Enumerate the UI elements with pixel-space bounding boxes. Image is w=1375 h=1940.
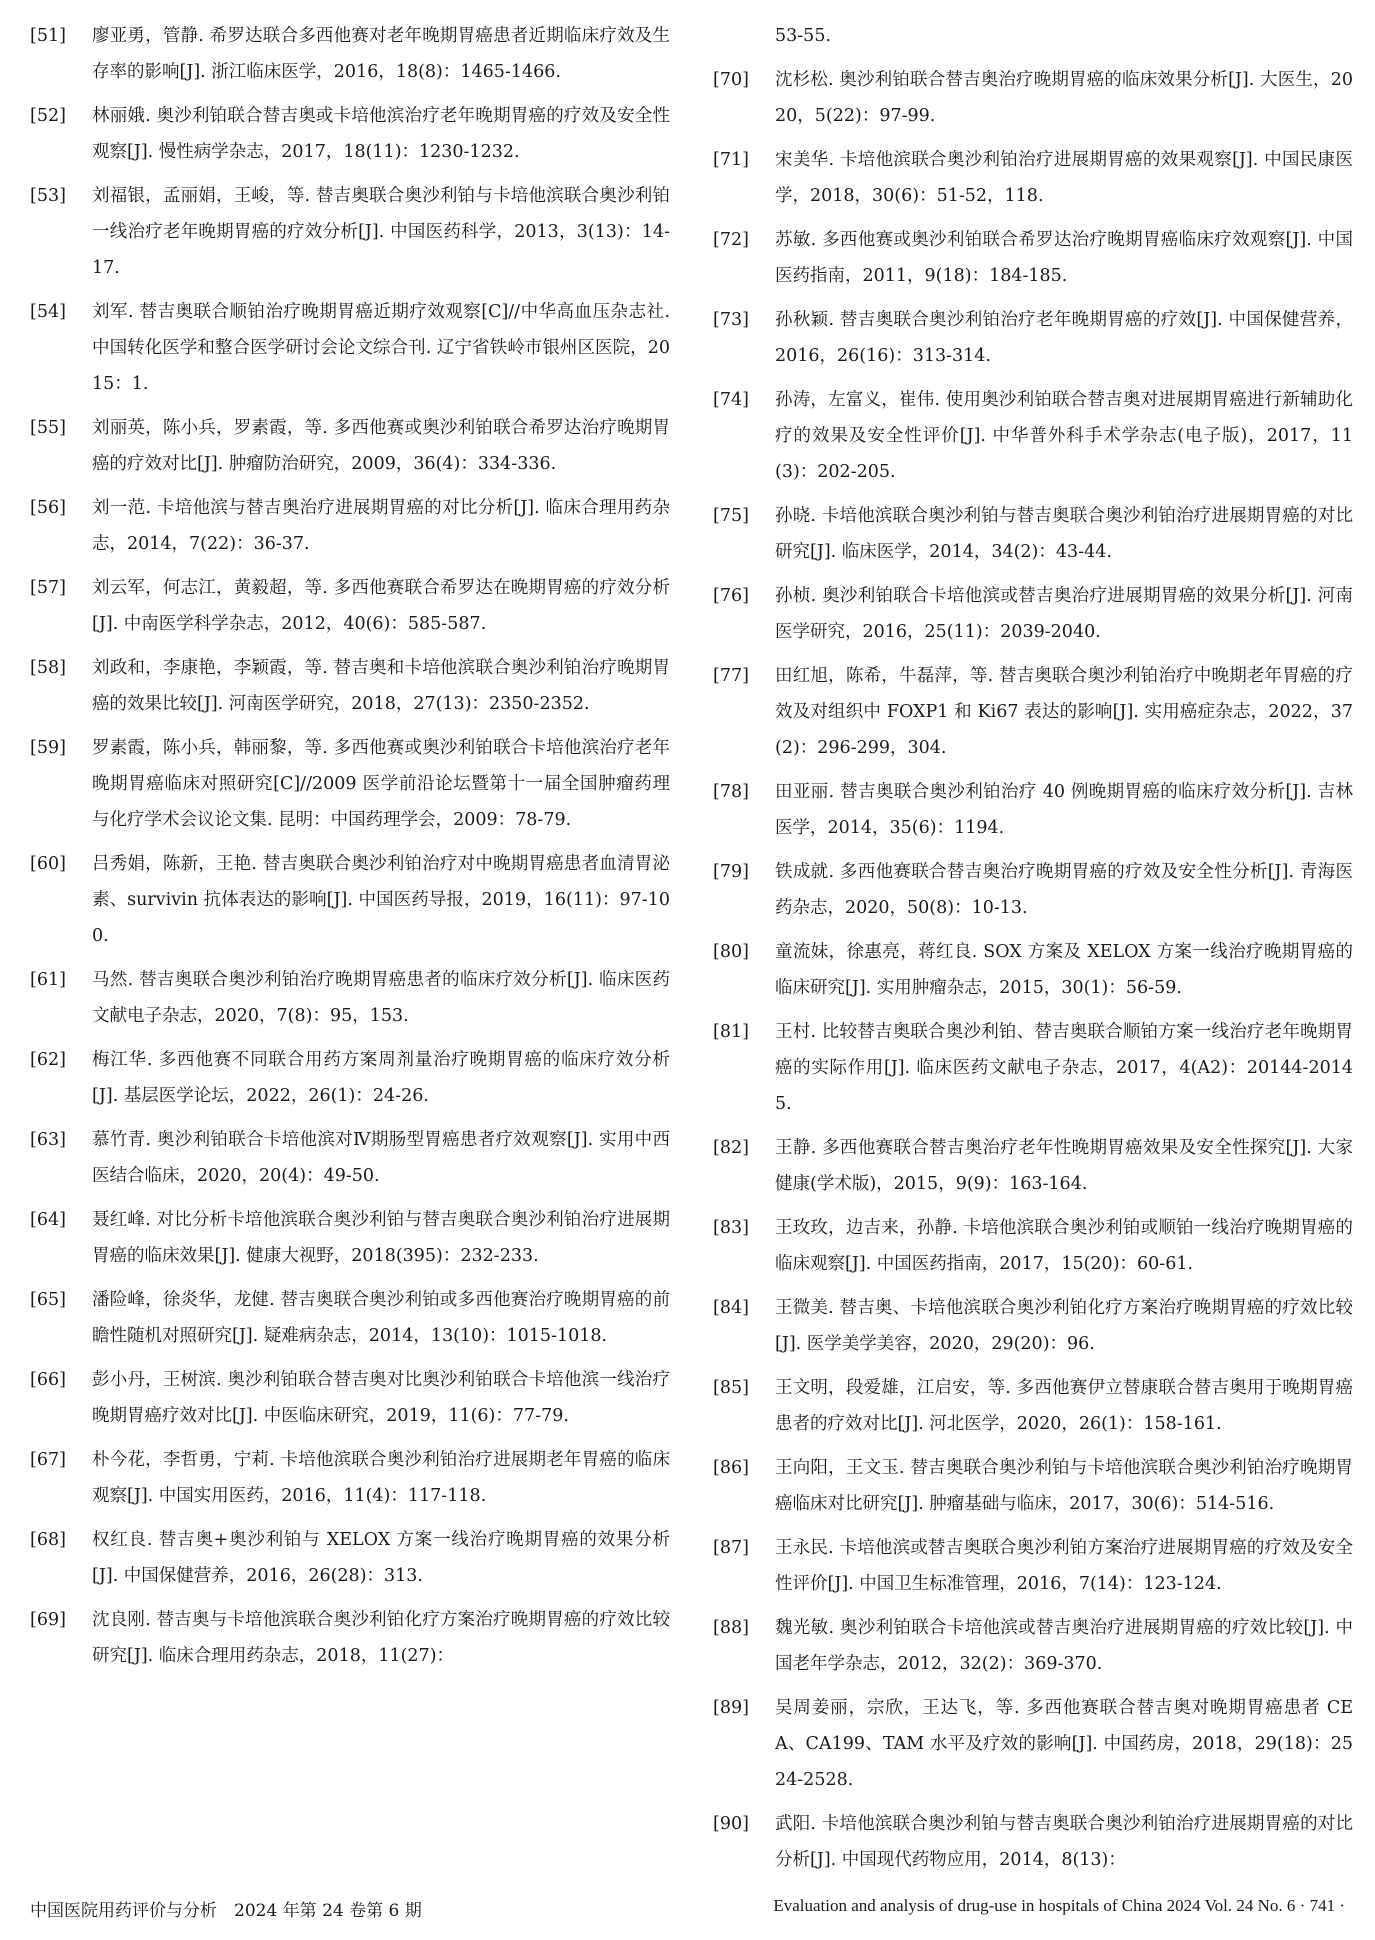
reference-text: 马然. 替吉奥联合奥沙利铂治疗晚期胃癌患者的临床疗效分析[J]. 临床医药文献电子杂志，2020，7(8)：95，153. xyxy=(92,970,670,1026)
footer-journal-en: Evaluation and analysis of drug-use in hospitals of China 2024 Vol. 24 No. 6 · 741 · xyxy=(773,1896,1345,1915)
reference-item xyxy=(713,1610,1353,1682)
reference-number: [85] xyxy=(713,1378,749,1398)
reference-number: [63] xyxy=(30,1130,66,1150)
reference-text: 魏光敏. 奥沙利铂联合卡培他滨或替吉奥治疗进展期胃癌的疗效比较[J]. 中国老年学杂志，2012，32(2)：369-370. xyxy=(775,1618,1353,1674)
reference-number: [82] xyxy=(713,1138,749,1158)
reference-item xyxy=(713,498,1353,570)
reference-number: [84] xyxy=(713,1298,749,1318)
reference-text: 沈良刚. 替吉奥与卡培他滨联合奥沙利铂化疗方案治疗晚期胃癌的疗效比较研究[J]. 临床合理用药杂志，2018，11(27)： xyxy=(92,1610,670,1666)
reference-item xyxy=(30,1442,670,1514)
reference-number: [76] xyxy=(713,586,749,606)
reference-item xyxy=(30,650,670,722)
reference-text: 刘福银，孟丽娟，王峻，等. 替吉奥联合奥沙利铂与卡培他滨联合奥沙利铂一线治疗老年晚期胃癌的疗效分析[J]. 中国医药科学，2013，3(13)：14-17. xyxy=(92,186,670,278)
reference-text: 潘险峰，徐炎华，龙健. 替吉奥联合奥沙利铂或多西他赛治疗晚期胃癌的前瞻性随机对照研究[J]. 疑难病杂志，2014，13(10)：1015-1018. xyxy=(92,1290,670,1346)
reference-item xyxy=(713,142,1353,214)
reference-number: [86] xyxy=(713,1458,749,1478)
reference-text: 吴周姜丽，宗欣，王达飞，等. 多西他赛联合替吉奥对晚期胃癌患者 CEA、CA199、TAM 水平及疗效的影响[J]. 中国药房，2018，29(18)：2524-2528. xyxy=(775,1698,1353,1790)
reference-number: [70] xyxy=(713,70,749,90)
reference-text: 孙晓. 卡培他滨联合奥沙利铂与替吉奥联合奥沙利铂治疗进展期胃癌的对比研究[J]. 临床医学，2014，34(2)：43-44. xyxy=(775,506,1353,562)
reference-item xyxy=(30,1522,670,1594)
reference-text: 刘一范. 卡培他滨与替吉奥治疗进展期胃癌的对比分析[J]. 临床合理用药杂志，2014，7(22)：36-37. xyxy=(92,498,670,554)
reference-item xyxy=(30,570,670,642)
reference-text: 王玫玫，边吉来，孙静. 卡培他滨联合奥沙利铂或顺铂一线治疗晚期胃癌的临床观察[J]. 中国医药指南，2017，15(20)：60-61. xyxy=(775,1218,1353,1274)
reference-number: [80] xyxy=(713,942,749,962)
reference-number: [61] xyxy=(30,970,66,990)
reference-number: [66] xyxy=(30,1370,66,1390)
reference-text: 王微美. 替吉奥、卡培他滨联合奥沙利铂化疗方案治疗晚期胃癌的疗效比较[J]. 医学美学美容，2020，29(20)：96. xyxy=(775,1298,1353,1354)
reference-text: 孙秋颖. 替吉奥联合奥沙利铂治疗老年晚期胃癌的疗效[J]. 中国保健营养，2016，26(16)：313-314. xyxy=(775,310,1353,366)
reference-item xyxy=(30,18,670,90)
reference-number: [74] xyxy=(713,390,749,410)
reference-item xyxy=(713,1370,1353,1442)
reference-text: 王向阳，王文玉. 替吉奥联合奥沙利铂与卡培他滨联合奥沙利铂治疗晚期胃癌临床对比研究[J]. 肿瘤基础与临床，2017，30(6)：514-516. xyxy=(775,1458,1353,1514)
reference-item xyxy=(713,62,1353,134)
reference-number: [60] xyxy=(30,854,66,874)
reference-text: 彭小丹，王树滨. 奥沙利铂联合替吉奥对比奥沙利铂联合卡培他滨一线治疗晚期胃癌疗效对比[J]. 中医临床研究，2019，11(6)：77-79. xyxy=(92,1370,670,1426)
reference-item xyxy=(30,410,670,482)
reference-number: [88] xyxy=(713,1618,749,1638)
reference-continuation: 53-55. xyxy=(775,26,832,46)
reference-text: 孙桢. 奥沙利铂联合卡培他滨或替吉奥治疗进展期胃癌的效果分析[J]. 河南医学研究，2016，25(11)：2039-2040. xyxy=(775,586,1353,642)
reference-text: 刘丽英，陈小兵，罗素霞，等. 多西他赛或奥沙利铂联合希罗达治疗晚期胃癌的疗效对比[J]. 肿瘤防治研究，2009，36(4)：334-336. xyxy=(92,418,670,474)
reference-number: [57] xyxy=(30,578,66,598)
reference-item xyxy=(713,774,1353,846)
reference-text: 王静. 多西他赛联合替吉奥治疗老年性晚期胃癌效果及安全性探究[J]. 大家健康(学术版)，2015，9(9)：163-164. xyxy=(775,1138,1353,1194)
reference-text: 王文明，段爱雄，江启安，等. 多西他赛伊立替康联合替吉奥用于晚期胃癌患者的疗效对比[J]. 河北医学，2020，26(1)：158-161. xyxy=(775,1378,1353,1434)
reference-number: [89] xyxy=(713,1698,749,1718)
reference-text: 宋美华. 卡培他滨联合奥沙利铂治疗进展期胃癌的效果观察[J]. 中国民康医学，2018，30(6)：51-52，118. xyxy=(775,150,1353,206)
reference-text: 梅江华. 多西他赛不同联合用药方案周剂量治疗晚期胃癌的临床疗效分析[J]. 基层医学论坛，2022，26(1)：24-26. xyxy=(92,1050,670,1106)
reference-text: 林丽娥. 奥沙利铂联合替吉奥或卡培他滨治疗老年晚期胃癌的疗效及安全性观察[J]. 慢性病学杂志，2017，18(11)：1230-1232. xyxy=(92,106,670,162)
reference-text: 孙涛，左富义，崔伟. 使用奥沙利铂联合替吉奥对进展期胃癌进行新辅助化疗的效果及安全性评价[J]. 中华普外科手术学杂志(电子版)，2017，11(3)：202-205. xyxy=(775,390,1353,482)
reference-item xyxy=(713,854,1353,926)
reference-item xyxy=(713,1290,1353,1362)
left-column xyxy=(30,18,670,1682)
reference-number: [56] xyxy=(30,498,66,518)
reference-item xyxy=(713,222,1353,294)
reference-item xyxy=(30,1362,670,1434)
reference-item xyxy=(30,98,670,170)
reference-number: [75] xyxy=(713,506,749,526)
reference-item xyxy=(30,1042,670,1114)
reference-text: 慕竹青. 奥沙利铂联合卡培他滨对Ⅳ期肠型胃癌患者疗效观察[J]. 实用中西医结合临床，2020，20(4)：49-50. xyxy=(92,1130,670,1186)
reference-item xyxy=(30,1122,670,1194)
reference-number: [67] xyxy=(30,1450,66,1470)
reference-text: 刘云军，何志江，黄毅超，等. 多西他赛联合希罗达在晚期胃癌的疗效分析[J]. 中南医学科学杂志，2012，40(6)：585-587. xyxy=(92,578,670,634)
reference-number: [79] xyxy=(713,862,749,882)
reference-item xyxy=(713,1806,1353,1878)
reference-item xyxy=(713,934,1353,1006)
reference-item xyxy=(30,294,670,402)
reference-item xyxy=(30,178,670,286)
reference-text: 罗素霞，陈小兵，韩丽黎，等. 多西他赛或奥沙利铂联合卡培他滨治疗老年晚期胃癌临床对照研究[C]//2009 医学前沿论坛暨第十一届全国肿瘤药理与化疗学术会议论文集. 昆明：中国药理学会，2009：78-79. xyxy=(92,738,670,830)
reference-number: [55] xyxy=(30,418,66,438)
reference-number: [90] xyxy=(713,1814,749,1834)
reference-text: 王永民. 卡培他滨或替吉奥联合奥沙利铂方案治疗进展期胃癌的疗效及安全性评价[J]. 中国卫生标准管理，2016，7(14)：123-124. xyxy=(775,1538,1353,1594)
reference-item xyxy=(30,730,670,838)
reference-text: 沈杉松. 奥沙利铂联合替吉奥治疗晚期胃癌的临床效果分析[J]. 大医生，2020，5(22)：97-99. xyxy=(775,70,1353,126)
reference-number: [73] xyxy=(713,310,749,330)
reference-number: [77] xyxy=(713,666,749,686)
reference-number: [69] xyxy=(30,1610,66,1630)
reference-item xyxy=(30,490,670,562)
reference-item xyxy=(30,1282,670,1354)
reference-text: 田红旭，陈希，牛磊萍，等. 替吉奥联合奥沙利铂治疗中晚期老年胃癌的疗效及对组织中 FOXP1 和 Ki67 表达的影响[J]. 实用癌症杂志，2022，37(2)：296-299，304. xyxy=(775,666,1353,758)
reference-text: 武阳. 卡培他滨联合奥沙利铂与替吉奥联合奥沙利铂治疗进展期胃癌的对比分析[J]. 中国现代药物应用，2014，8(13)： xyxy=(775,1814,1353,1870)
footer-journal-cn: 中国医院用药评价与分析 2024 年第 24 卷第 6 期 xyxy=(30,1901,422,1921)
reference-item xyxy=(713,1690,1353,1798)
reference-item xyxy=(30,1202,670,1274)
reference-item xyxy=(30,962,670,1034)
reference-number: [54] xyxy=(30,302,66,322)
reference-number: [81] xyxy=(713,1022,749,1042)
reference-text: 朴今花，李哲勇，宁莉. 卡培他滨联合奥沙利铂治疗进展期老年胃癌的临床观察[J]. 中国实用医药，2016，11(4)：117-118. xyxy=(92,1450,670,1506)
reference-number: [68] xyxy=(30,1530,66,1550)
reference-item xyxy=(713,1450,1353,1522)
reference-number: [87] xyxy=(713,1538,749,1558)
reference-text: 铁成就. 多西他赛联合替吉奥治疗晚期胃癌的疗效及安全性分析[J]. 青海医药杂志，2020，50(8)：10-13. xyxy=(775,862,1353,918)
right-column xyxy=(713,18,1353,1886)
page-footer xyxy=(30,1896,1345,1921)
reference-text: 廖亚勇，管静. 希罗达联合多西他赛对老年晚期胃癌患者近期临床疗效及生存率的影响[J]. 浙江临床医学，2016，18(8)：1465-1466. xyxy=(92,26,670,82)
reference-text: 童流妹，徐惠亮，蒋红良. SOX 方案及 XELOX 方案一线治疗晚期胃癌的临床研究[J]. 实用肿瘤杂志，2015，30(1)：56-59. xyxy=(775,942,1353,998)
reference-text: 聂红峰. 对比分析卡培他滨联合奥沙利铂与替吉奥联合奥沙利铂治疗进展期胃癌的临床效果[J]. 健康大视野，2018(395)：232-233. xyxy=(92,1210,670,1266)
reference-number: [62] xyxy=(30,1050,66,1070)
reference-number: [52] xyxy=(30,106,66,126)
reference-item xyxy=(713,658,1353,766)
reference-item xyxy=(713,1210,1353,1282)
reference-item xyxy=(713,1014,1353,1122)
reference-item xyxy=(713,302,1353,374)
reference-number: [78] xyxy=(713,782,749,802)
reference-text: 王村. 比较替吉奥联合奥沙利铂、替吉奥联合顺铂方案一线治疗老年晚期胃癌的实际作用[J]. 临床医药文献电子杂志，2017，4(A2)：20144-20145. xyxy=(775,1022,1353,1114)
reference-item xyxy=(30,846,670,954)
reference-number: [72] xyxy=(713,230,749,250)
reference-item xyxy=(713,578,1353,650)
reference-item xyxy=(713,382,1353,490)
reference-number: [71] xyxy=(713,150,749,170)
reference-number: [65] xyxy=(30,1290,66,1310)
reference-text: 权红良. 替吉奥+奥沙利铂与 XELOX 方案一线治疗晚期胃癌的效果分析[J]. 中国保健营养，2016，26(28)：313. xyxy=(92,1530,670,1586)
reference-item xyxy=(30,1602,670,1674)
reference-number: [58] xyxy=(30,658,66,678)
reference-text: 苏敏. 多西他赛或奥沙利铂联合希罗达治疗晚期胃癌临床疗效观察[J]. 中国医药指南，2011，9(18)：184-185. xyxy=(775,230,1353,286)
reference-text: 刘军. 替吉奥联合顺铂治疗晚期胃癌近期疗效观察[C]//中华高血压杂志社. 中国转化医学和整合医学研讨会论文综合刊. 辽宁省铁岭市银州区医院，2015：1. xyxy=(92,302,670,394)
reference-item xyxy=(713,1130,1353,1202)
reference-number: [53] xyxy=(30,186,66,206)
reference-text: 田亚丽. 替吉奥联合奥沙利铂治疗 40 例晚期胃癌的临床疗效分析[J]. 吉林医学，2014，35(6)：1194. xyxy=(775,782,1353,838)
reference-number: [83] xyxy=(713,1218,749,1238)
reference-number: [64] xyxy=(30,1210,66,1230)
reference-text: 刘政和，李康艳，李颖霞，等. 替吉奥和卡培他滨联合奥沙利铂治疗晚期胃癌的效果比较[J]. 河南医学研究，2018，27(13)：2350-2352. xyxy=(92,658,670,714)
reference-item xyxy=(713,1530,1353,1602)
reference-number: [51] xyxy=(30,26,66,46)
reference-text: 吕秀娟，陈新，王艳. 替吉奥联合奥沙利铂治疗对中晚期胃癌患者血清胃泌素、survivin 抗体表达的影响[J]. 中国医药导报，2019，16(11)：97-100. xyxy=(92,854,670,946)
reference-number: [59] xyxy=(30,738,66,758)
